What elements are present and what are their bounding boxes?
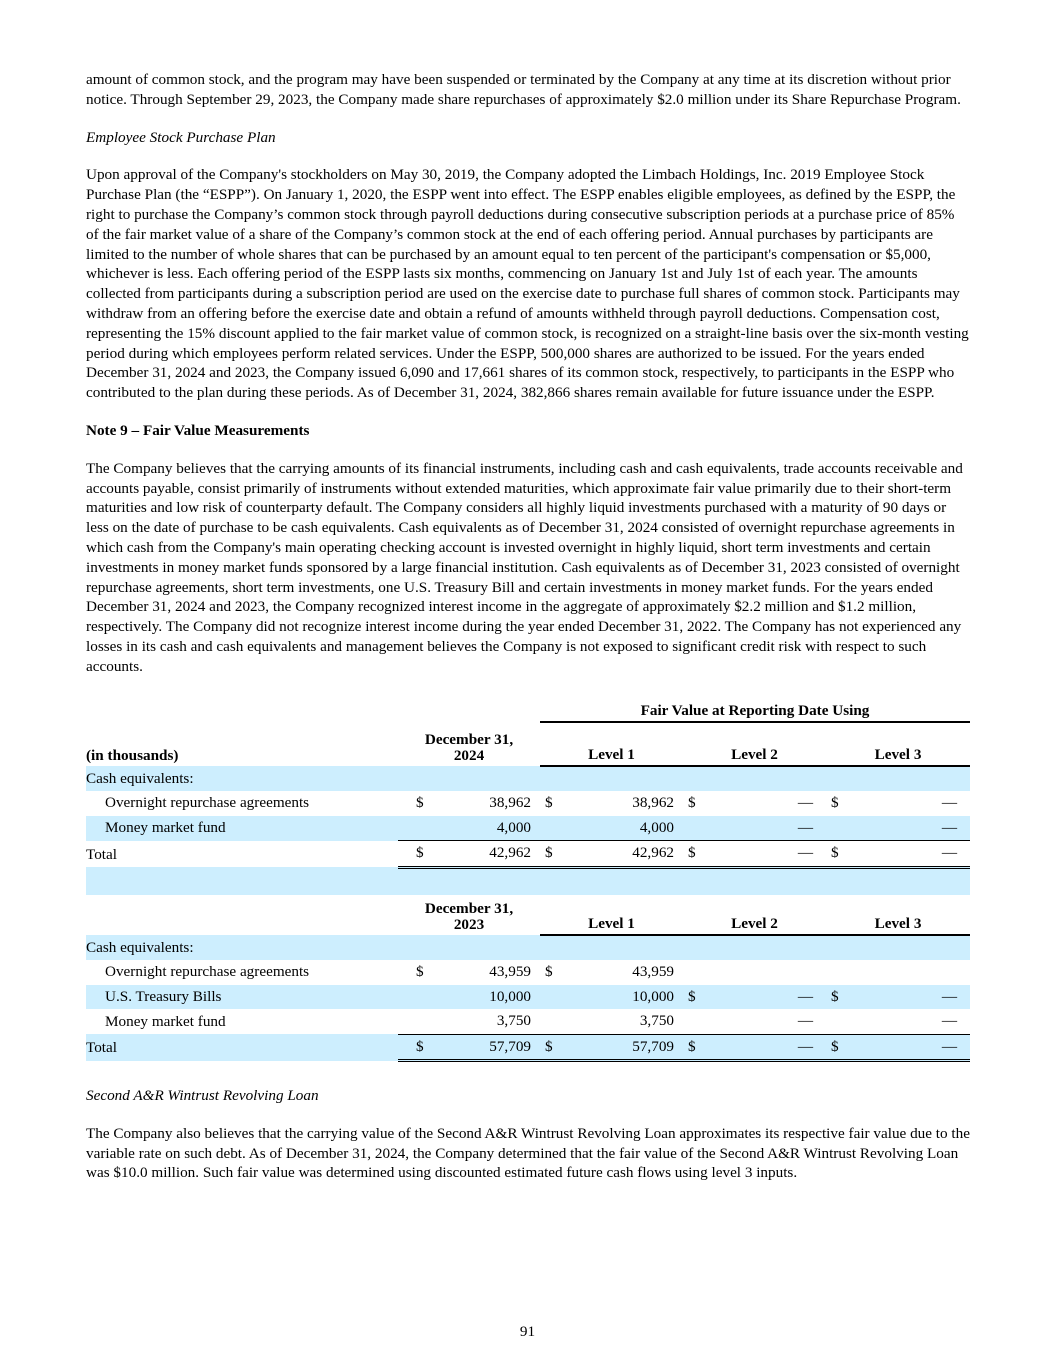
espp-heading: Employee Stock Purchase Plan	[86, 128, 276, 146]
cell: $ —	[683, 1034, 826, 1061]
cell: 4,000	[540, 816, 683, 841]
loan-paragraph: The Company also believes that the carrying value of the Second A&R Wintrust Revolving Loan approximates its respective fair value due to the variable rate on such debt. As of December 31, 2024, the Company determined that the fair value of the Second A&R Wintrust Revolving Loan was $10.0 million. Such fair value was determined using discounted estimated future cash flows using level 3 inputs.	[86, 1124, 970, 1182]
level2-header: Level 2	[683, 895, 826, 935]
row-label: Cash equivalents:	[86, 935, 398, 961]
fair-value-paragraph: The Company believes that the carrying amounts of its financial instruments, including cash and cash equivalents, trade accounts receivable and accounts payable, consist primarily of instruments without extended maturities, which approximate fair value primarily due to their short-term maturities and low risk of counterparty default. The Company considers all highly liquid investments purchased with a maturity of 90 days or less on the date of purchase to be cash equivalents. Cash equivalents as of December 31, 2024 consisted of overnight repurchase agreements in which cash from the Company's main operating checking account is invested overnight in highly liquid, short term investments and certain investments in money market funds sponsored by a large financial institution. Cash equivalents as of December 31, 2023 consisted of overnight repurchase agreements, short term investments, one U.S. Treasury Bill and certain investments in money market funds. For the years ended December 31, 2024 and 2023, the Company recognized interest income in the aggregate of approximately $2.2 million and $1.2 million, respectively. The Company did not recognize interest income during the year ended December 31, 2022. The Company has not experienced any losses in its cash and cash equivalents and management believes the Company is not exposed to significant credit risk with respect to such accounts.	[86, 459, 963, 675]
cell: —	[826, 1009, 970, 1034]
cell: —	[683, 1009, 826, 1034]
cell: $ —	[688, 794, 813, 812]
table-header-row-2023	[86, 895, 970, 935]
level3-header: Level 3	[826, 722, 970, 766]
cell: $ 43,959	[416, 963, 531, 981]
cell: 3,750	[540, 1009, 683, 1034]
table-row	[86, 985, 970, 1010]
table-spacer-row	[86, 867, 970, 895]
cell: —	[826, 816, 970, 841]
cell: $ 57,709	[540, 1034, 683, 1061]
cell: 10,000	[398, 985, 540, 1010]
level1-header: Level 1	[540, 722, 683, 766]
table-total-row	[86, 1034, 970, 1061]
espp-paragraph: Upon approval of the Company's stockholders on May 30, 2019, the Company adopted the Limbach Holdings, Inc. 2019 Employee Stock Purchase Plan (the “ESPP”). On January 1, 2020, the ESPP went into effect. The ESPP enables eligible employees, as defined by the ESPP, the right to purchase the Company’s common stock through payroll deductions during consecutive subscription periods at a purchase price of 85% of the fair market value of a share of the Company’s common stock at the end of each offering period. Annual purchases by participants are limited to the number of whole shares that can be purchased by an amount equal to ten percent of the participant's compensation or $5,000, whichever is less. Each offering period of the ESPP lasts six months, commencing on January 1st and July 1st of each year. The amounts collected from participants during a subscription period are used on the exercise date to purchase full shares of common stock. Participants may withdraw from an offering before the exercise date and obtain a refund of amounts withheld through payroll deductions. Compensation cost, representing the 15% discount applied to the fair market value of common stock, is recognized on a straight-line basis over the six-month vesting period during which employees perform related services. Under the ESPP, 500,000 shares are authorized to be issued. For the years ended December 31, 2024 and 2023, the Company issued 6,090 and 17,661 shares of its common stock, respectively, to participants in the ESPP who contributed to the plan during these periods. As of December 31, 2024, 382,866 shares remain available for future issuance under the ESPP.	[86, 166, 969, 402]
table-row	[86, 816, 970, 841]
page-number: 91	[519, 1323, 536, 1340]
row-label: Overnight repurchase agreements	[105, 794, 310, 812]
table-row	[86, 766, 970, 792]
cell: 3,750	[398, 1009, 540, 1034]
cell: $ —	[826, 1034, 970, 1061]
fair-value-table	[86, 699, 970, 1063]
table-header-row-2024	[86, 722, 970, 766]
table-row	[86, 935, 970, 961]
cell: $ —	[683, 841, 826, 868]
row-label: Cash equivalents:	[86, 766, 398, 792]
cell: $ 38,962	[416, 794, 531, 812]
table-group-header-row	[86, 699, 970, 722]
date-header-2024: December 31, 2024	[424, 730, 514, 764]
row-label: U.S. Treasury Bills	[86, 985, 398, 1010]
table-row	[86, 791, 970, 816]
group-header: Fair Value at Reporting Date Using	[540, 699, 970, 722]
document-page	[86, 70, 970, 1183]
table-row	[86, 960, 970, 985]
loan-heading: Second A&R Wintrust Revolving Loan	[86, 1087, 319, 1105]
cell: 10,000	[540, 985, 683, 1010]
cell: $ 42,962	[398, 841, 540, 868]
cell: $ —	[826, 985, 970, 1010]
date-header-2023: December 31, 2023	[424, 899, 514, 933]
level1-header: Level 1	[540, 895, 683, 935]
cell: $ 42,962	[540, 841, 683, 868]
cell: $ —	[683, 985, 826, 1010]
row-label: Total	[86, 1034, 398, 1061]
level3-header: Level 3	[826, 895, 970, 935]
unit-label: (in thousands)	[86, 746, 179, 764]
row-label: Overnight repurchase agreements	[105, 963, 310, 981]
row-label: Total	[86, 845, 117, 863]
note9-heading: Note 9 – Fair Value Measurements	[86, 421, 310, 439]
cell: $ 57,709	[398, 1034, 540, 1061]
level2-header: Level 2	[683, 722, 826, 766]
cell: $ —	[826, 841, 970, 868]
cell: $ —	[831, 794, 958, 812]
intro-paragraph: amount of common stock, and the program may have been suspended or terminated by the Company at any time at its discretion without prior notice. Through September 29, 2023, the Company made share repurchases of approximately $2.0 million under its Share Repurchase Program.	[86, 71, 961, 108]
table-row	[86, 1009, 970, 1034]
row-label: Money market fund	[105, 1012, 226, 1030]
table-total-row	[86, 841, 970, 868]
row-label: Money market fund	[86, 816, 398, 841]
cell: 4,000	[398, 816, 540, 841]
cell: $ 43,959	[545, 963, 674, 981]
cell: $ 38,962	[545, 794, 674, 812]
cell: —	[683, 816, 826, 841]
